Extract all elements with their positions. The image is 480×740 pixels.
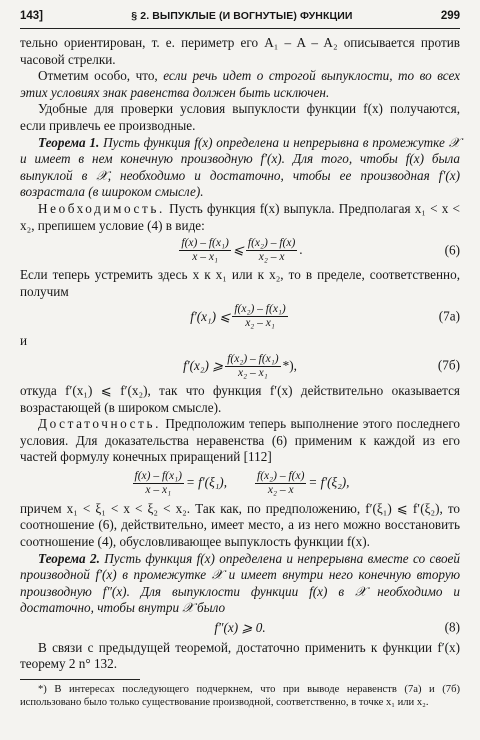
mean-value-formulas: [20, 470, 460, 497]
conjunction-and: и: [20, 333, 28, 349]
theorem-2: [20, 551, 460, 617]
paragraph-strict-note: [20, 68, 460, 101]
formula-7a: [20, 303, 460, 330]
sufficiency-text: Предположим теперь выполнение этого последнего условия. Для доказательства неравенства (6) применим к каждой из его частей формулу конечных приращений [112]: [20, 416, 461, 465]
formula-period: .: [299, 242, 303, 258]
formula-8: [20, 620, 460, 637]
fraction-right: $\frac{\text{f(x₂) – f(x)}}{\text{x₂ – x}}$: [247, 237, 296, 264]
paragraph-derivatives: Удобные для проверки условия выпуклости функции f(x) получаются, если привлечь ее производные.: [20, 101, 460, 133]
strict-note-lead: Отметим особо, что,: [38, 68, 164, 84]
page-bracket-number: 143]: [20, 10, 44, 22]
formula-7a-lhs: f′(x₁) ⩽: [190, 308, 231, 324]
formula-7b-footnote-mark: *),: [282, 358, 297, 374]
whence-paragraph: откуда f′(x₁) ⩽ f′(x₂), так что функция f′(x) действительно оказывается возрастающей (в широком смысле).: [20, 382, 460, 415]
running-header: [20, 8, 460, 28]
footnote-rule: [20, 679, 140, 680]
equation-number-6: (6): [444, 242, 460, 258]
theorem-2-text: Пусть функция f(x) определена и непрерывна вместе со своей производной f′(x) в промежутке 𝒳 и имеет внутри него конечную вторую производную f″(x). Для выпуклости функции f(x) в 𝒳 необходимо и достаточно, чтобы внутри 𝒳 было: [20, 550, 461, 616]
equation-number-7b: (7б): [437, 358, 460, 374]
necessity-paragraph: [20, 201, 460, 234]
formula-7b: [20, 353, 460, 380]
where-paragraph: причем x₁ < ξ₁ < x < ξ₂ < x₂. Так как, по предположению, f′(ξ₁) ⩽ f′(ξ₂), то соотношение (6), действительно, имеет место, а из него можно восстановить соотношение (4), обусловливающее выпуклость функции f(x).: [20, 500, 460, 550]
sufficiency-label: Достаточность.: [38, 416, 161, 432]
header-rule: [20, 28, 460, 29]
formula-7b-fraction: $\frac{\text{f(x₂) – f(x₁)}}{\text{x₂ – x₁}}$: [227, 352, 279, 379]
theorem-1-label: Теорема 1.: [38, 134, 100, 150]
necessity-text: Пусть функция f(x) выпукла. Предполагая x₁ < x < x₂, препишем условие (4) в виде:: [20, 200, 460, 233]
formula-8-expr: f″(x) ⩾ 0.: [214, 620, 266, 636]
necessity-label: Необходимость.: [38, 200, 165, 216]
equation-number-7a: (7а): [438, 308, 460, 324]
sufficiency-paragraph: [20, 416, 460, 466]
theorem-1: [20, 135, 460, 201]
theorem-2-label: Теорема 2.: [38, 550, 100, 566]
strict-note-italic: если речь идет о строгой выпуклости, то во всех этих условиях знак равенства должен быть исключен.: [20, 68, 460, 100]
page-number: 299: [440, 10, 460, 22]
formula-7b-lhs: f′(x₂) ⩾: [183, 358, 224, 374]
operator-le: ⩽: [232, 242, 244, 258]
limit-paragraph: Если теперь устремить здесь x к x₁ или к x₂, то в пределе, соответственно, получим: [20, 267, 460, 299]
connection-paragraph: В связи с предыдущей теоремой, достаточно применить к функции f′(x) теорему 2 n° 132.: [20, 639, 460, 672]
paragraph-orientation: тельно ориентирован, т. е. периметр его A₁ – A – A₂ описывается против часовой стрелки.: [20, 35, 460, 67]
equation-number-8: (8): [444, 620, 460, 636]
mean-value-formula-2: $\frac{\text{f(x₂) – f(x)}}{\text{x₂ – x}}$ = f′(ξ₂),: [257, 469, 350, 496]
theorem-1-text: Пусть функция f(x) определена и непрерывна в промежутке 𝒳 и имеет в нем конечную производную f′(x). Для того, чтобы f(x) была выпуклой в 𝒳, необходимо и достаточно, чтобы ее производная f′(x) возрастала (в широком смысле).: [20, 134, 460, 200]
formula-7a-fraction: $\frac{\text{f(x₂) – f(x₁)}}{\text{x₂ – x₁}}$: [234, 303, 286, 330]
formula-6: [20, 237, 460, 264]
fraction-left: $\frac{\text{f(x) – f(x₁)}}{\text{x – x₁}}$: [181, 237, 229, 264]
section-title: § 2. ВЫПУКЛЫЕ (И ВОГНУТЫЕ) ФУНКЦИИ: [131, 10, 353, 22]
footnote: *) В интересах последующего подчеркнем, что при выводе неравенств (7а) и (7б) использовано было только существование производной, соответственно, в точке x₁ или x₂.: [20, 683, 460, 709]
mean-value-formula-1: $\frac{\text{f(x) – f(x₁)}}{\text{x – x₁}}$ = f′(ξ₁),: [134, 469, 227, 496]
